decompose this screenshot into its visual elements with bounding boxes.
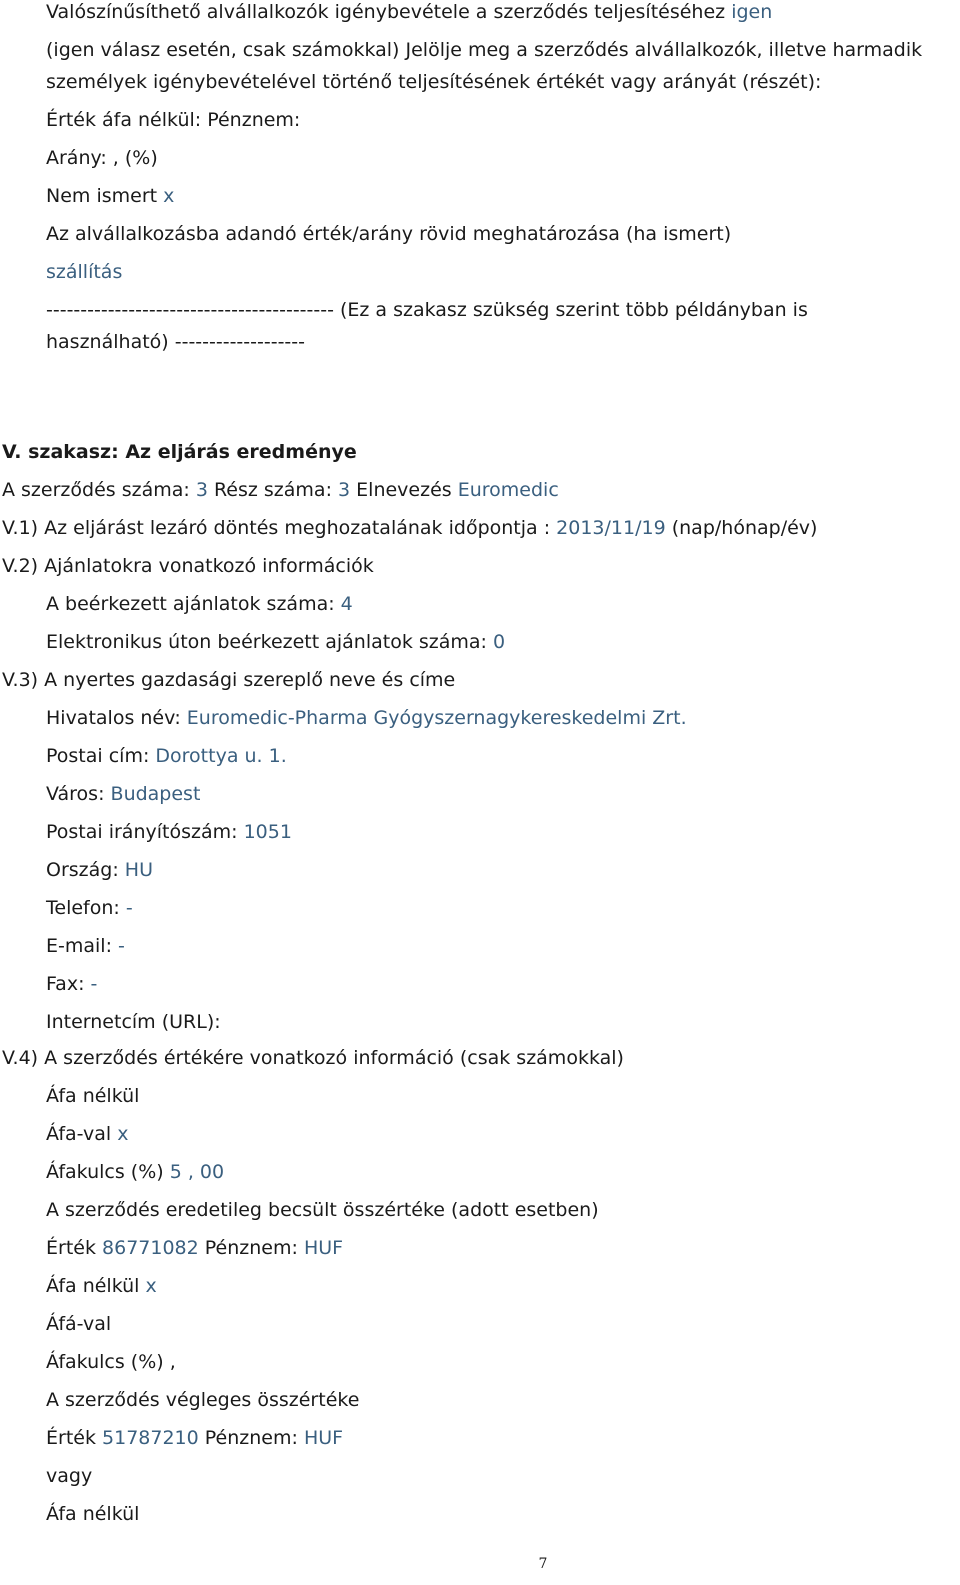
not-known-mark: x [163,185,175,207]
winner-field-value: - [118,935,125,957]
winner-field-label: Internetcím (URL): [46,1011,221,1033]
decision-date: 2013/11/19 [556,517,666,539]
incl-vat-line [46,1122,128,1146]
not-known-label: Nem ismert [46,185,158,207]
winner-field [46,820,292,844]
subcontracting-value: igen [731,1,773,23]
final-value: 51787210 [102,1427,199,1449]
winner-field [46,896,133,920]
winner-field-label: Város: [46,783,105,805]
estimated-currency: HUF [303,1237,344,1259]
final-currency: HUF [303,1427,344,1449]
winner-field [46,1010,221,1034]
final-value-label: Érték [46,1427,96,1449]
decision-date-format: (nap/hónap/év) [671,517,818,539]
winner-field [46,972,97,996]
electronic-offers-label: Elektronikus úton beérkezett ajánlatok száma: [46,631,487,653]
value-excl-vat-line: Érték áfa nélkül: Pénznem: [46,109,301,131]
estimated-currency-label: Pénznem: [204,1237,298,1259]
subcontract-description-value: szállítás [46,261,123,283]
winner-field-label: Hivatalos név: [46,707,181,729]
contract-number-label: A szerződés száma: [2,479,190,501]
electronic-offers-value: 0 [493,631,506,653]
or-line: vagy [46,1465,93,1487]
winner-field-value: Dorottya u. 1. [155,745,287,767]
offers-received-line [46,592,353,616]
offers-info-title: V.2) Ajánlatokra vonatkozó információk [2,555,374,577]
winner-field [46,782,200,806]
subcontract-description-label: Az alvállalkozásba adandó érték/arány rövid meghatározása (ha ismert) [46,223,732,245]
winner-field-label: Postai irányítószám: [46,821,238,843]
winner-field [46,744,287,768]
name-label: Elnevezés [356,479,452,501]
section-repeat-note-2: használható) ------------------- [46,331,305,353]
winner-field-label: Ország: [46,859,119,881]
estimated-excl-vat-line [46,1274,157,1298]
estimated-value-line [46,1236,343,1260]
estimated-vat-rate-line: Áfakulcs (%) , [46,1351,176,1373]
decision-date-line [2,516,817,540]
not-known-line [46,184,174,208]
part-number-label: Rész száma: [213,479,332,501]
part-number: 3 [338,479,351,501]
final-value-line [46,1426,343,1450]
incl-vat-mark: x [117,1123,129,1145]
subcontracting-label: Valószínűsíthető alvállalkozók igénybevétele a szerződés teljesítéséhez [46,1,726,23]
winner-field-label: Telefon: [46,897,120,919]
winner-field-label: E-mail: [46,935,112,957]
estimated-value: 86771082 [102,1237,199,1259]
page-number: 7 [538,1556,548,1572]
winner-field-label: Fax: [46,973,85,995]
winner-field-value: Euromedic-Pharma Gyógyszernagykereskedelmi Zrt. [186,707,687,729]
subcontracting-line [46,0,772,24]
ratio-line: Arány: , (%) [46,147,158,169]
final-excl-vat-line: Áfa nélkül [46,1503,140,1525]
winner-field [46,858,153,882]
excl-vat-line: Áfa nélkül [46,1085,140,1107]
electronic-offers-line [46,630,505,654]
contract-number-line [2,478,559,502]
winner-field-label: Postai cím: [46,745,150,767]
subcontracting-instruction-1: (igen válasz esetén, csak számokkal) Jelölje meg a szerződés alvállalkozók, illetve harmadik [46,39,923,61]
winner-field-value: - [125,897,133,919]
vat-rate-line [46,1160,224,1184]
estimated-incl-vat-line: Áfá-val [46,1313,112,1335]
section-repeat-note-1: ------------------------------------------ (Ez a szakasz szükség szerint több példányban is [46,299,808,321]
winner-field-value: Budapest [110,783,201,805]
winner-title: V.3) A nyertes gazdasági szereplő neve és címe [2,669,456,691]
final-currency-label: Pénznem: [204,1427,298,1449]
estimated-total-title: A szerződés eredetileg becsült összértéke (adott esetben) [46,1199,599,1221]
final-total-title: A szerződés végleges összértéke [46,1389,360,1411]
decision-date-label: V.1) Az eljárást lezáró döntés meghozatalának időpontja : [2,517,551,539]
offers-received-label: A beérkezett ajánlatok száma: [46,593,335,615]
estimated-excl-vat-label: Áfa nélkül [46,1275,140,1297]
vat-rate-label: Áfakulcs (%) [46,1161,164,1183]
subcontracting-instruction-2: személyek igénybevételével történő teljesítésének értékét vagy arányát (részét): [46,71,822,93]
estimated-excl-vat-mark: x [145,1275,157,1297]
estimated-value-label: Érték [46,1237,96,1259]
offers-received-value: 4 [340,593,353,615]
winner-field-value: - [90,973,98,995]
contract-number: 3 [195,479,208,501]
winner-field [46,706,687,730]
section-heading: V. szakasz: Az eljárás eredménye [2,441,357,463]
vat-rate-value: 5 , 00 [169,1161,225,1183]
incl-vat-label: Áfa-val [46,1123,112,1145]
winner-field [46,934,125,958]
winner-field-value: HU [124,859,153,881]
contract-value-title: V.4) A szerződés értékére vonatkozó információ (csak számokkal) [2,1047,624,1069]
winner-field-value: 1051 [243,821,292,843]
contract-name: Euromedic [457,479,559,501]
